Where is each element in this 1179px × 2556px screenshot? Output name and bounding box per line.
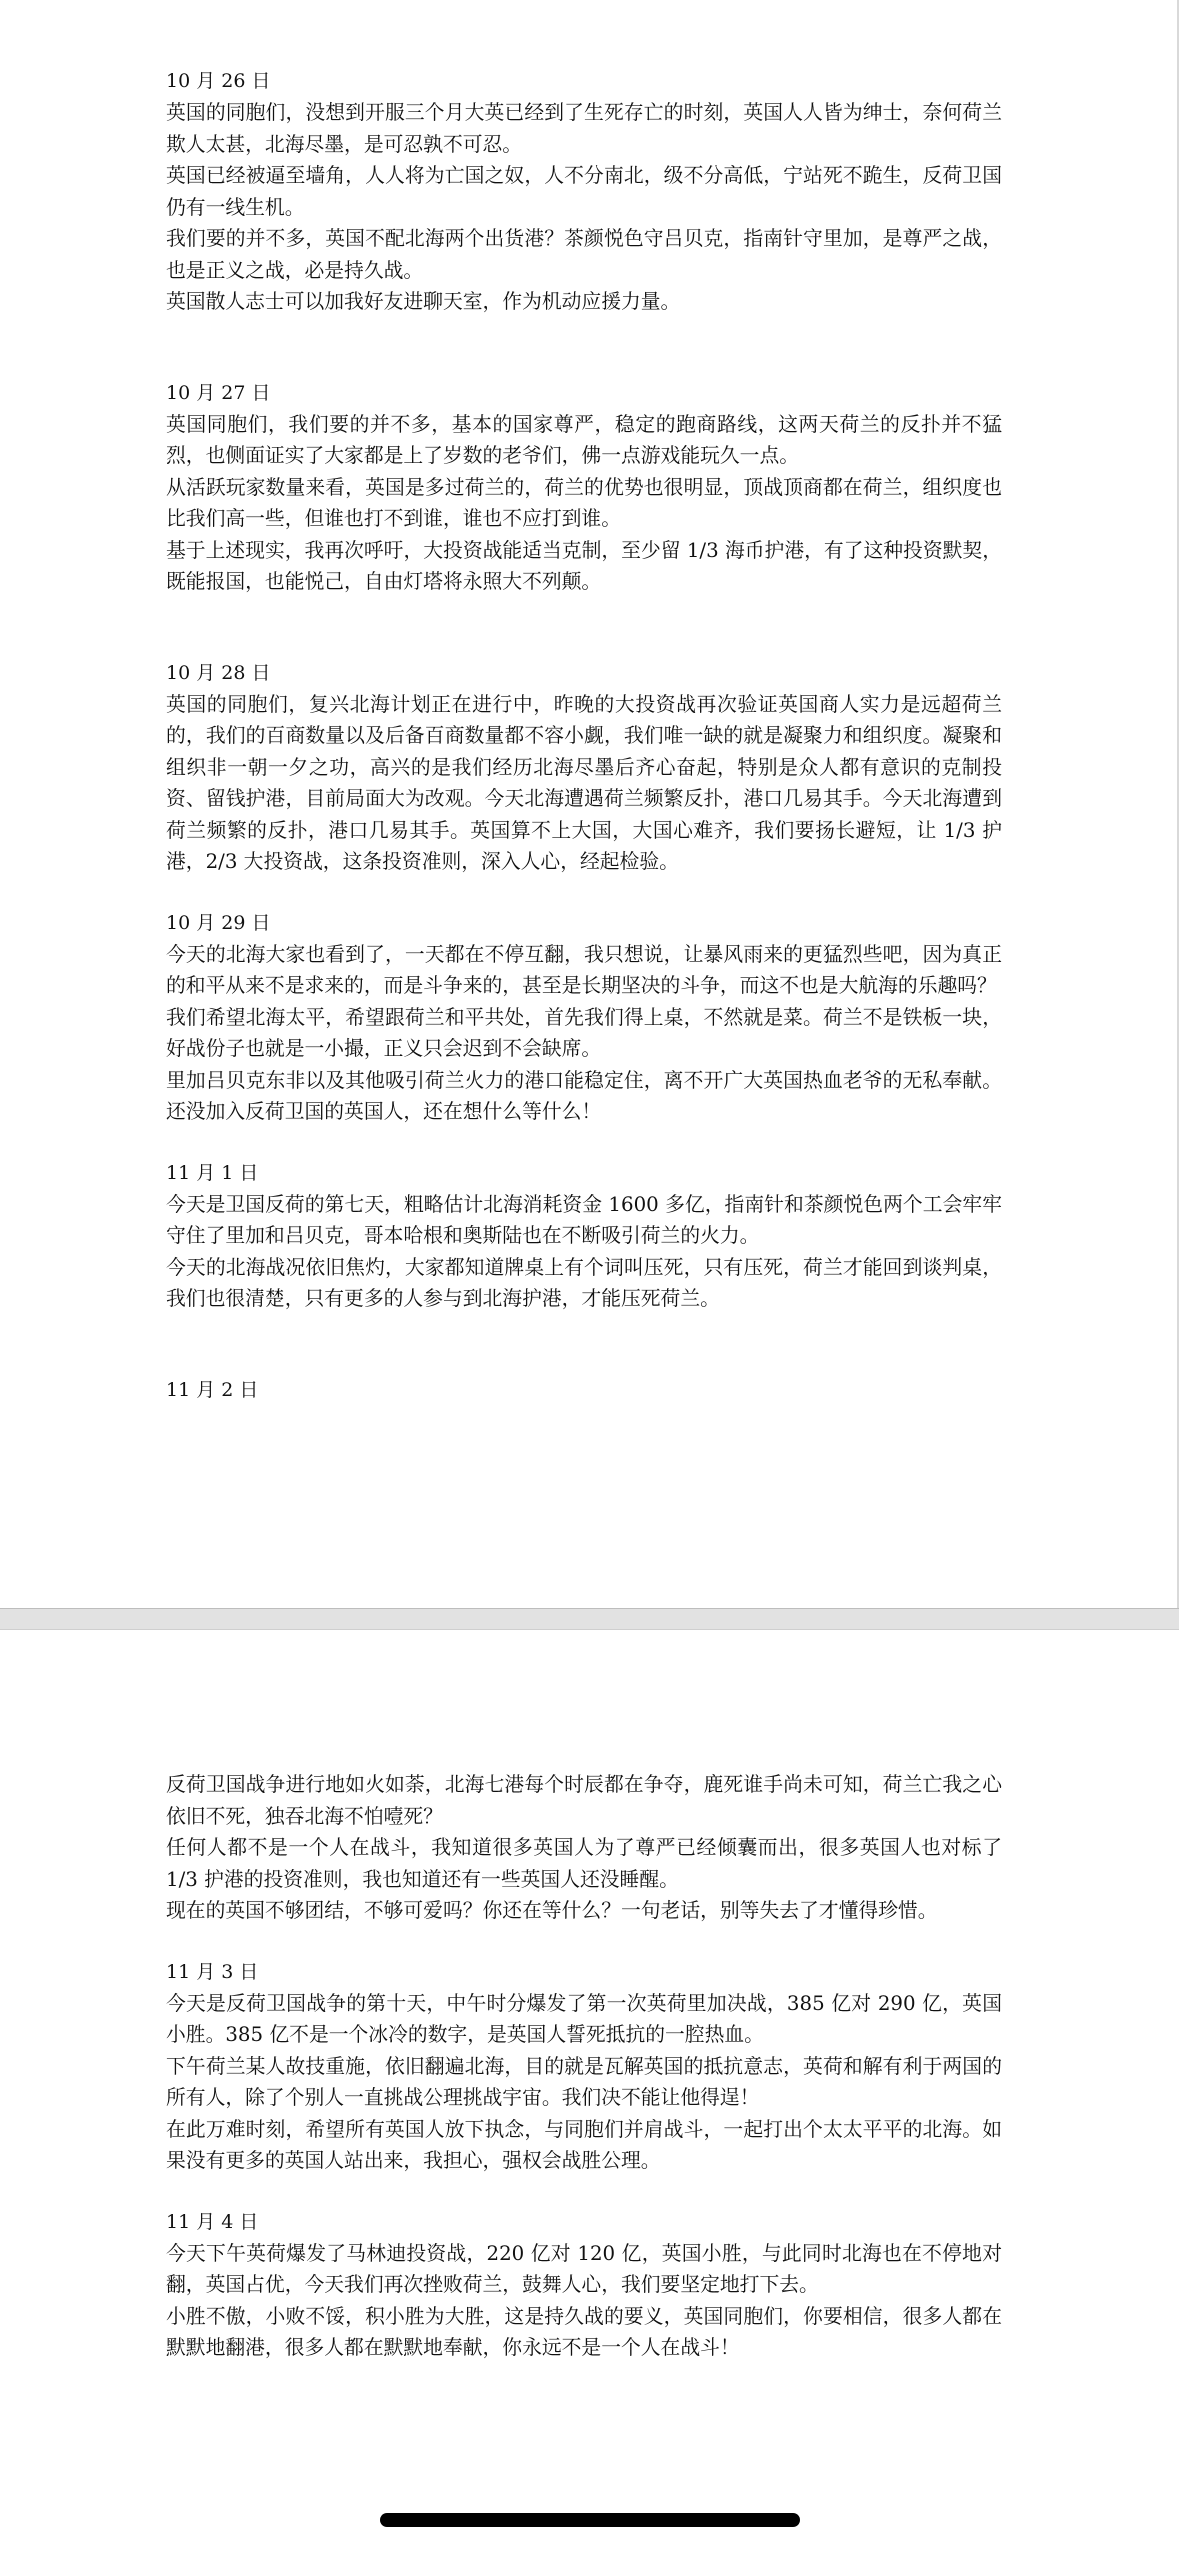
entry-paragraph: 反荷卫国战争进行地如火如荼，北海七港每个时辰都在争夺，鹿死谁手尚未可知，荷兰亡我之心依旧不死，独吞北海不怕噎死？ [166, 1773, 1002, 1828]
entry-date: 10 月 28 日 [166, 661, 271, 684]
diary-entry-nov-2-continued [166, 1769, 1002, 1927]
entry-paragraph: 任何人都不是一个人在战斗，我知道很多英国人为了尊严已经倾囊而出，很多英国人也对标了 1/3 护港的投资准则，我也知道还有一些英国人还没睡醒。 [166, 1836, 1002, 1891]
entry-paragraph: 从活跃玩家数量来看，英国是多过荷兰的，荷兰的优势也很明显，顶战顶商都在荷兰，组织度也比我们高一些，但谁也打不到谁，谁也不应打到谁。 [166, 475, 1002, 530]
entry-date: 11 月 3 日 [166, 1960, 259, 1983]
document-page-2 [0, 1630, 1179, 2556]
page-2-body [166, 1769, 1002, 2364]
page-1-body [166, 66, 1002, 1406]
entry-paragraph: 今天的北海战况依旧焦灼，大家都知道牌桌上有个词叫压死，只有压死，荷兰才能回到谈判桌，我们也很清楚，只有更多的人参与到北海护港，才能压死荷兰。 [166, 1255, 1002, 1310]
diary-entry-oct-27 [166, 378, 1002, 598]
entry-date: 11 月 4 日 [166, 2210, 259, 2233]
entry-paragraph: 英国的同胞们，复兴北海计划正在进行中，昨晚的大投资战再次验证英国商人实力是远超荷兰的，我们的百商数量以及后备百商数量都不容小觑，我们唯一缺的就是凝聚力和组织度。凝聚和组织非一朝一夕之功，高兴的是我们经历北海尽墨后齐心奋起，特别是众人都有意识的克制投资、留钱护港，目前局面大为改观。今天北海遭遇荷兰频繁反扑，港口几易其手。今天北海遭到荷兰频繁的反扑，港口几易其手。英国算不上大国，大国心难齐，我们要扬长避短，让 1/3 护港，2/3 大投资战，这条投资准则，深入人心，经起检验。 [166, 692, 1002, 873]
diary-entry-oct-28 [166, 658, 1002, 878]
entry-paragraph: 我们希望北海太平，希望跟荷兰和平共处，首先我们得上桌，不然就是菜。荷兰不是铁板一块，好战份子也就是一小撮，正义只会迟到不会缺席。 [166, 1005, 1002, 1060]
entry-date: 10 月 26 日 [166, 70, 271, 92]
entry-date: 10 月 27 日 [166, 381, 271, 404]
entry-paragraph: 里加吕贝克东非以及其他吸引荷兰火力的港口能稳定住，离不开广大英国热血老爷的无私奉献。还没加入反荷卫国的英国人，还在想什么等什么！ [166, 1068, 1002, 1123]
entry-paragraph: 小胜不傲，小败不馁，积小胜为大胜，这是持久战的要义，英国同胞们，你要相信，很多人都在默默地翻港，很多人都在默默地奉献，你永远不是一个人在战斗！ [166, 2304, 1002, 2359]
diary-entry-nov-1 [166, 1158, 1002, 1315]
entry-paragraph: 英国的同胞们，没想到开服三个月大英已经到了生死存亡的时刻，英国人人皆为绅士，奈何荷兰欺人太甚，北海尽墨，是可忍孰不可忍。 [166, 101, 1002, 156]
entry-paragraph: 今天是卫国反荷的第七天，粗略估计北海消耗资金 1600 多亿，指南针和茶颜悦色两个工会牢牢守住了里加和吕贝克，哥本哈根和奥斯陆也在不断吸引荷兰的火力。 [166, 1192, 1002, 1247]
entry-paragraph: 基于上述现实，我再次呼吁，大投资战能适当克制，至少留 1/3 海币护港，有了这种投资默契，既能报国，也能悦己，自由灯塔将永照大不列颠。 [166, 538, 1002, 593]
home-indicator-bar[interactable] [380, 2513, 800, 2527]
page-break-divider [0, 1608, 1179, 1630]
entry-paragraph: 现在的英国不够团结，不够可爱吗？你还在等什么？一句老话，别等失去了才懂得珍惜。 [166, 1899, 938, 1922]
diary-entry-nov-3 [166, 1957, 1002, 2177]
diary-entry-nov-4 [166, 2207, 1002, 2364]
entry-paragraph: 下午荷兰某人故技重施，依旧翻遍北海，目的就是瓦解英国的抵抗意志，英荷和解有利于两国的所有人，除了个别人一直挑战公理挑战宇宙。我们决不能让他得逞！ [166, 2054, 1002, 2109]
diary-entry-nov-2 [166, 1375, 1002, 1406]
entry-paragraph: 英国已经被逼至墙角，人人将为亡国之奴，人不分南北，级不分高低，宁站死不跪生，反荷卫国仍有一线生机。 [166, 164, 1002, 219]
entry-paragraph: 英国散人志士可以加我好友进聊天室，作为机动应援力量。 [166, 290, 681, 313]
entry-paragraph: 在此万难时刻，希望所有英国人放下执念，与同胞们并肩战斗，一起打出个太太平平的北海。如果没有更多的英国人站出来，我担心，强权会战胜公理。 [166, 2117, 1002, 2172]
entry-date: 10 月 29 日 [166, 911, 271, 934]
entry-paragraph: 今天是反荷卫国战争的第十天，中午时分爆发了第一次英荷里加决战，385 亿对 290 亿，英国小胜。385 亿不是一个冰冷的数字，是英国人誓死抵抗的一腔热血。 [166, 1991, 1002, 2046]
entry-paragraph: 今天下午英荷爆发了马林迪投资战，220 亿对 120 亿，英国小胜，与此同时北海也在不停地对翻，英国占优，今天我们再次挫败荷兰，鼓舞人心，我们要坚定地打下去。 [166, 2241, 1002, 2296]
entry-date: 11 月 2 日 [166, 1378, 259, 1401]
entry-date: 11 月 1 日 [166, 1161, 259, 1184]
diary-entry-oct-26 [166, 66, 1002, 318]
entry-paragraph: 我们要的并不多，英国不配北海两个出货港？茶颜悦色守吕贝克，指南针守里加，是尊严之战，也是正义之战，必是持久战。 [166, 227, 1002, 282]
diary-entry-oct-29 [166, 908, 1002, 1128]
entry-paragraph: 英国同胞们，我们要的并不多，基本的国家尊严，稳定的跑商路线，这两天荷兰的反扑并不猛烈，也侧面证实了大家都是上了岁数的老爷们，佛一点游戏能玩久一点。 [166, 412, 1002, 467]
entry-paragraph: 今天的北海大家也看到了，一天都在不停互翻，我只想说，让暴风雨来的更猛烈些吧，因为真正的和平从来不是求来的，而是斗争来的，甚至是长期坚决的斗争，而这不也是大航海的乐趣吗？ [166, 942, 1002, 997]
